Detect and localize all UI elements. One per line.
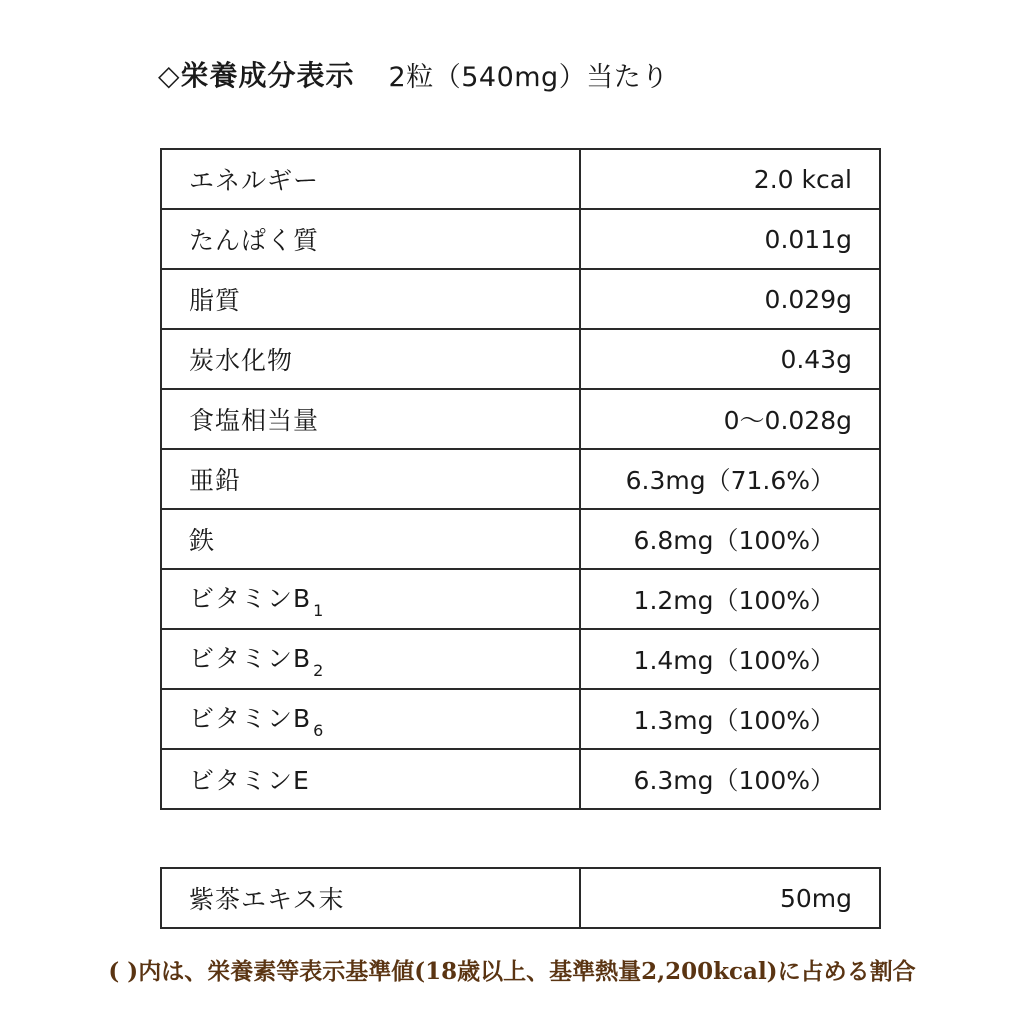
nutrient-value: 1.4mg（100%）: [580, 629, 880, 689]
nutrient-name: 脂質: [161, 269, 580, 329]
nutrient-name: 食塩相当量: [161, 389, 580, 449]
nutrient-name: ビタミンE: [161, 749, 580, 809]
nutrition-title: ◇栄養成分表示: [158, 59, 355, 92]
footnote: ( )内は、栄養素等表示基準値(18歳以上、基準熱量2,200kcal)に占める割合: [108, 958, 916, 985]
nutrient-value: 0.011g: [580, 209, 880, 269]
table-row: [161, 389, 880, 449]
nutrient-value: 0.029g: [580, 269, 880, 329]
table-row: [161, 209, 880, 269]
table-row: [161, 569, 880, 629]
nutrient-name: 炭水化物: [161, 329, 580, 389]
table-row: [161, 629, 880, 689]
nutrient-name: 亜鉛: [161, 449, 580, 509]
nutrient-name: ビタミンB $_6$: [161, 689, 580, 749]
nutrient-value: 0〜0.028g: [580, 389, 880, 449]
nutrient-value: 6.3mg（100%）: [580, 749, 880, 809]
nutrition-heading: [158, 52, 669, 96]
table-row: [161, 509, 880, 569]
extract-value: 50mg: [580, 868, 880, 928]
nutrient-value: 0.43g: [580, 329, 880, 389]
table-row: [161, 868, 880, 928]
nutrient-name: エネルギー: [161, 149, 580, 209]
table-row: [161, 749, 880, 809]
table-row: [161, 329, 880, 389]
subscript: 1: [313, 600, 325, 620]
table-row: [161, 689, 880, 749]
table-row: [161, 449, 880, 509]
serving-size: 2粒（540mg）当たり: [388, 61, 669, 93]
extract-table: [160, 867, 881, 929]
table-row: [161, 269, 880, 329]
nutrition-table: [160, 148, 881, 810]
nutrient-value: 2.0 kcal: [580, 149, 880, 209]
nutrient-name: ビタミンB $_1$: [161, 569, 580, 629]
nutrient-name: 鉄: [161, 509, 580, 569]
nutrient-value: 1.2mg（100%）: [580, 569, 880, 629]
table-row: [161, 149, 880, 209]
nutrient-name: たんぱく質: [161, 209, 580, 269]
nutrient-name: ビタミンB $_2$: [161, 629, 580, 689]
subscript: 2: [313, 660, 325, 680]
nutrient-value: 6.8mg（100%）: [580, 509, 880, 569]
nutrient-value: 1.3mg（100%）: [580, 689, 880, 749]
nutrient-value: 6.3mg（71.6%）: [580, 449, 880, 509]
subscript: 6: [313, 720, 325, 740]
extract-name: 紫茶エキス末: [161, 868, 580, 928]
